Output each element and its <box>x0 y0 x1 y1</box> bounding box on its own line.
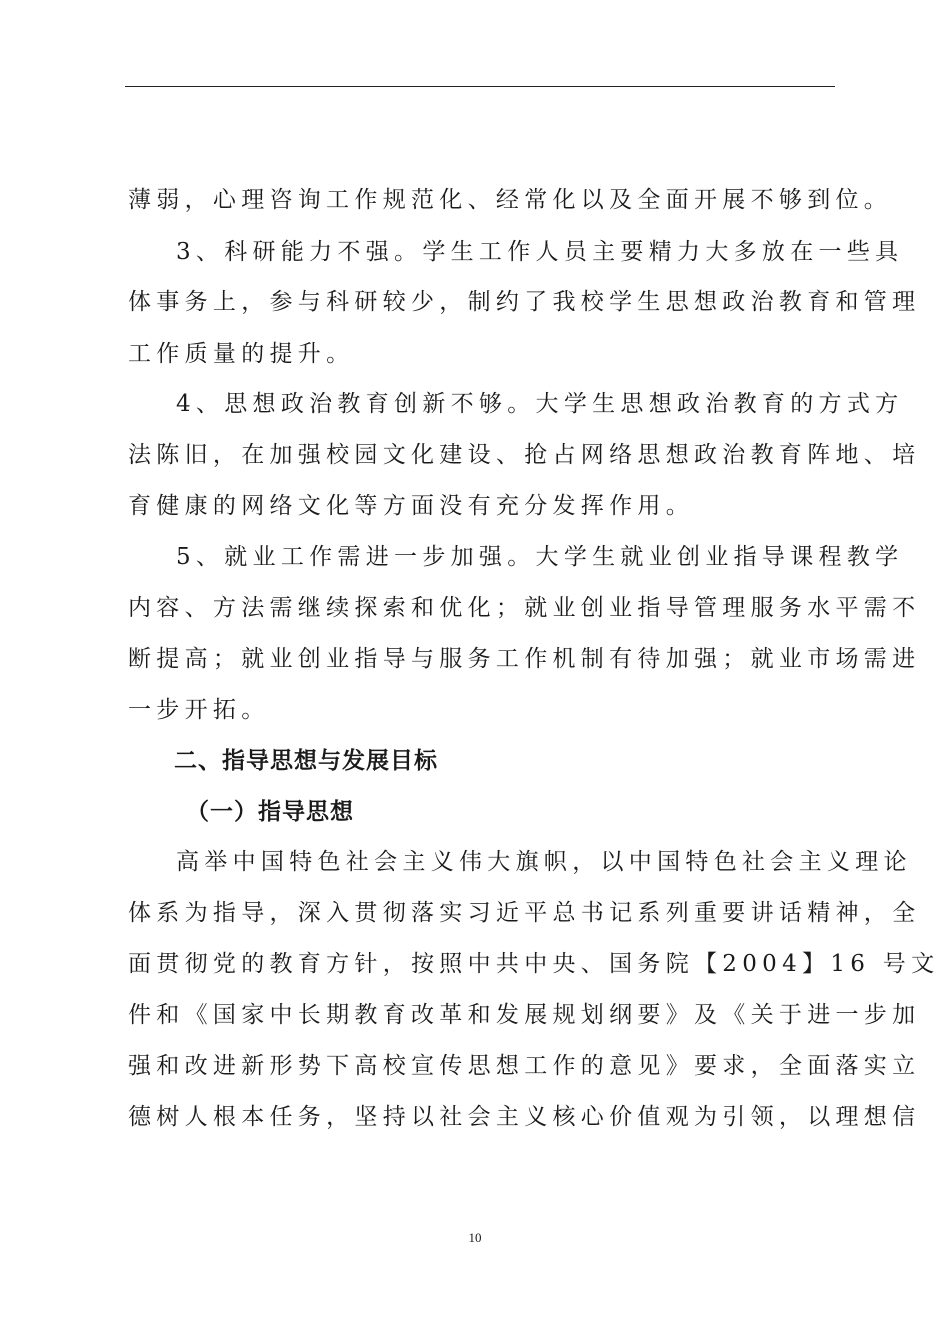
paragraph-line: 断提高；就业创业指导与服务工作机制有待加强；就业市场需进 <box>128 646 921 672</box>
page-number: 10 <box>468 1230 482 1245</box>
paragraph-line: 体事务上，参与科研较少，制约了我校学生思想政治教育和管理 <box>128 289 921 315</box>
paragraph-line: 高举中国特色社会主义伟大旗帜，以中国特色社会主义理论 <box>176 849 912 875</box>
paragraph-line: 5、就业工作需进一步加强。大学生就业创业指导课程教学 <box>176 544 904 570</box>
paragraph-line: 4、思想政治教育创新不够。大学生思想政治教育的方式方 <box>176 391 904 417</box>
paragraph-line: 德树人根本任务，坚持以社会主义核心价值观为引领，以理想信 <box>128 1104 921 1130</box>
subsection-heading: （一）指导思想 <box>186 799 354 825</box>
paragraph-line: 工作质量的提升。 <box>128 341 355 367</box>
paragraph-line: 件和《国家中长期教育改革和发展规划纲要》及《关于进一步加 <box>128 1002 921 1028</box>
paragraph-line: 体系为指导，深入贯彻落实习近平总书记系列重要讲话精神，全 <box>128 900 921 926</box>
paragraph-line: 育健康的网络文化等方面没有充分发挥作用。 <box>128 493 694 519</box>
paragraph-line: 强和改进新形势下高校宣传思想工作的意见》要求，全面落实立 <box>128 1053 921 1079</box>
paragraph-line: 3、科研能力不强。学生工作人员主要精力大多放在一些具 <box>176 239 904 265</box>
section-heading: 二、指导思想与发展目标 <box>174 748 438 774</box>
paragraph-line: 法陈旧，在加强校园文化建设、抢占网络思想政治教育阵地、培 <box>128 442 921 468</box>
paragraph-line: 一步开拓。 <box>128 697 270 723</box>
header-rule <box>125 86 835 87</box>
paragraph-line: 内容、方法需继续探索和优化；就业创业指导管理服务水平需不 <box>128 595 921 621</box>
paragraph-line: 面贯彻党的教育方针，按照中共中央、国务院【2004】16 号文 <box>128 951 940 977</box>
paragraph-line: 薄弱，心理咨询工作规范化、经常化以及全面开展不够到位。 <box>128 187 893 213</box>
